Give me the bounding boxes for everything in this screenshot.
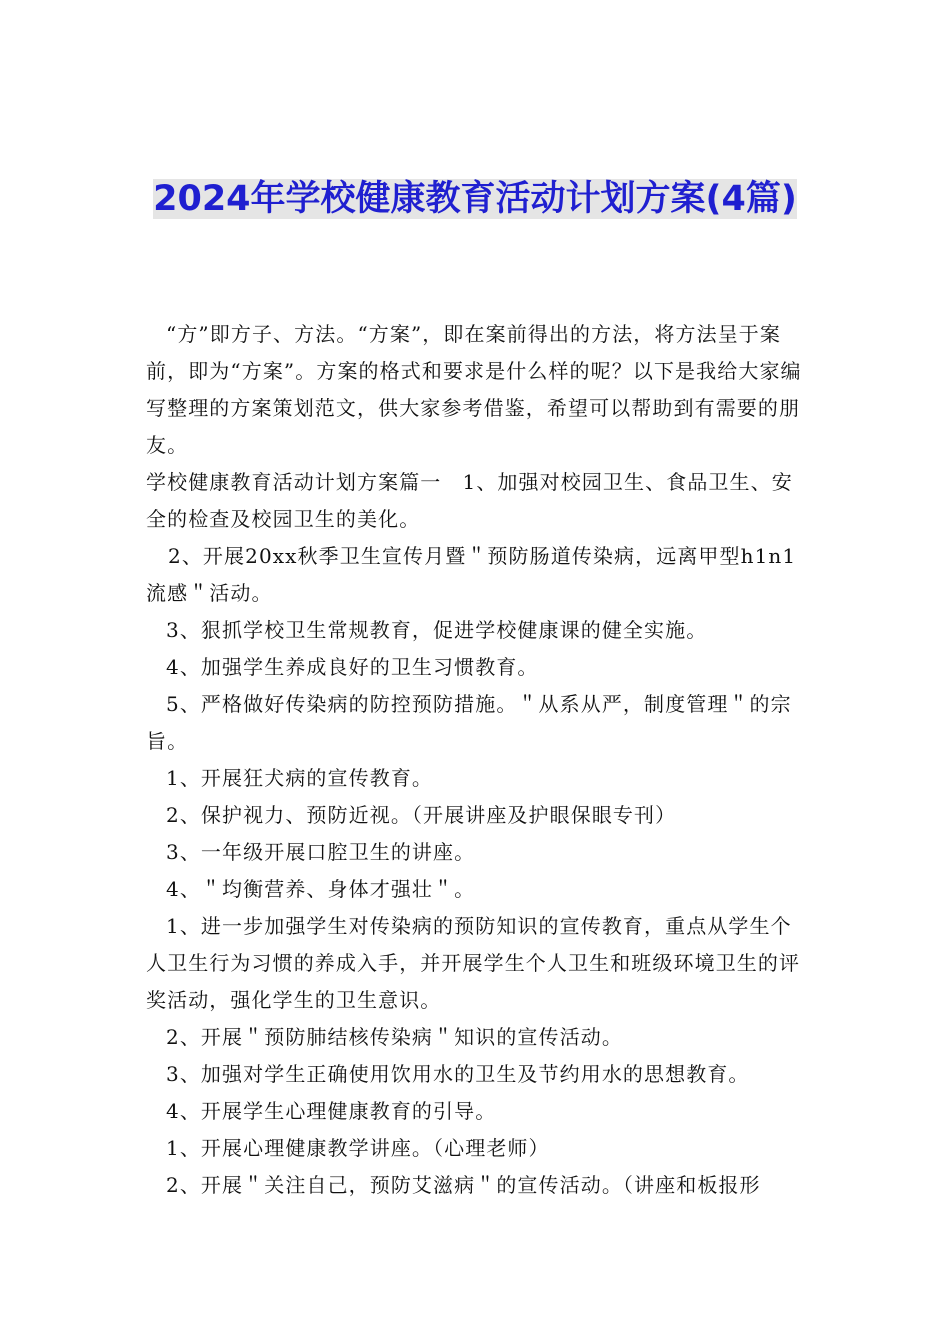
list-item: 1、开展心理健康教学讲座。（心理老师） [166,1136,550,1160]
list-item: 2、保护视力、预防近视。（开展讲座及护眼保眼专刊） [166,803,677,827]
list-item: 1、开展狂犬病的宣传教育。 [166,766,434,790]
list-item: 4、加强学生养成良好的卫生习惯教育。 [166,655,539,679]
list-item: 4、开展学生心理健康教育的引导。 [166,1099,497,1123]
list-item: 3、加强对学生正确使用饮用水的卫生及节约用水的思想教育。 [166,1062,750,1086]
document-title: 2024年学校健康教育活动计划方案(4篇) [153,179,797,219]
list-item: 2、开展20xx秋季卫生宣传月暨＂预防肠道传染病，远离甲型h1n1流感＂活动。 [146,544,797,605]
intro-paragraph: “方”即方子、方法。“方案”，即在案前得出的方法，将方法呈于案前，即为“方案”。方案的格式和要求是什么样的呢？以下是我给大家编写整理的方案策划范文，供大家参考借鉴，希望可以帮助到有需要的朋友。 [146,322,802,457]
list-item: 3、一年级开展口腔卫生的讲座。 [166,840,476,864]
title-block [150,172,800,227]
list-item: 4、＂均衡营养、身体才强壮＂。 [166,877,476,901]
list-item: 2、开展＂预防肺结核传染病＂知识的宣传活动。 [166,1025,623,1049]
list-item: 5、严格做好传染病的防控预防措施。＂从系从严，制度管理＂的宗旨。 [146,692,792,753]
section-heading-paragraph: 学校健康教育活动计划方案篇一 1、加强对校园卫生、食品卫生、安全的检查及校园卫生的美化。 [146,470,793,531]
list-item: 3、狠抓学校卫生常规教育，促进学校健康课的健全实施。 [166,618,708,642]
list-item: 1、进一步加强学生对传染病的预防知识的宣传教育，重点从学生个人卫生行为习惯的养成入手，并开展学生个人卫生和班级环境卫生的评奖活动，强化学生的卫生意识。 [146,914,801,1012]
list-item: 2、开展＂关注自己，预防艾滋病＂的宣传活动。（讲座和板报形 [166,1173,761,1197]
document-body [146,316,812,1204]
